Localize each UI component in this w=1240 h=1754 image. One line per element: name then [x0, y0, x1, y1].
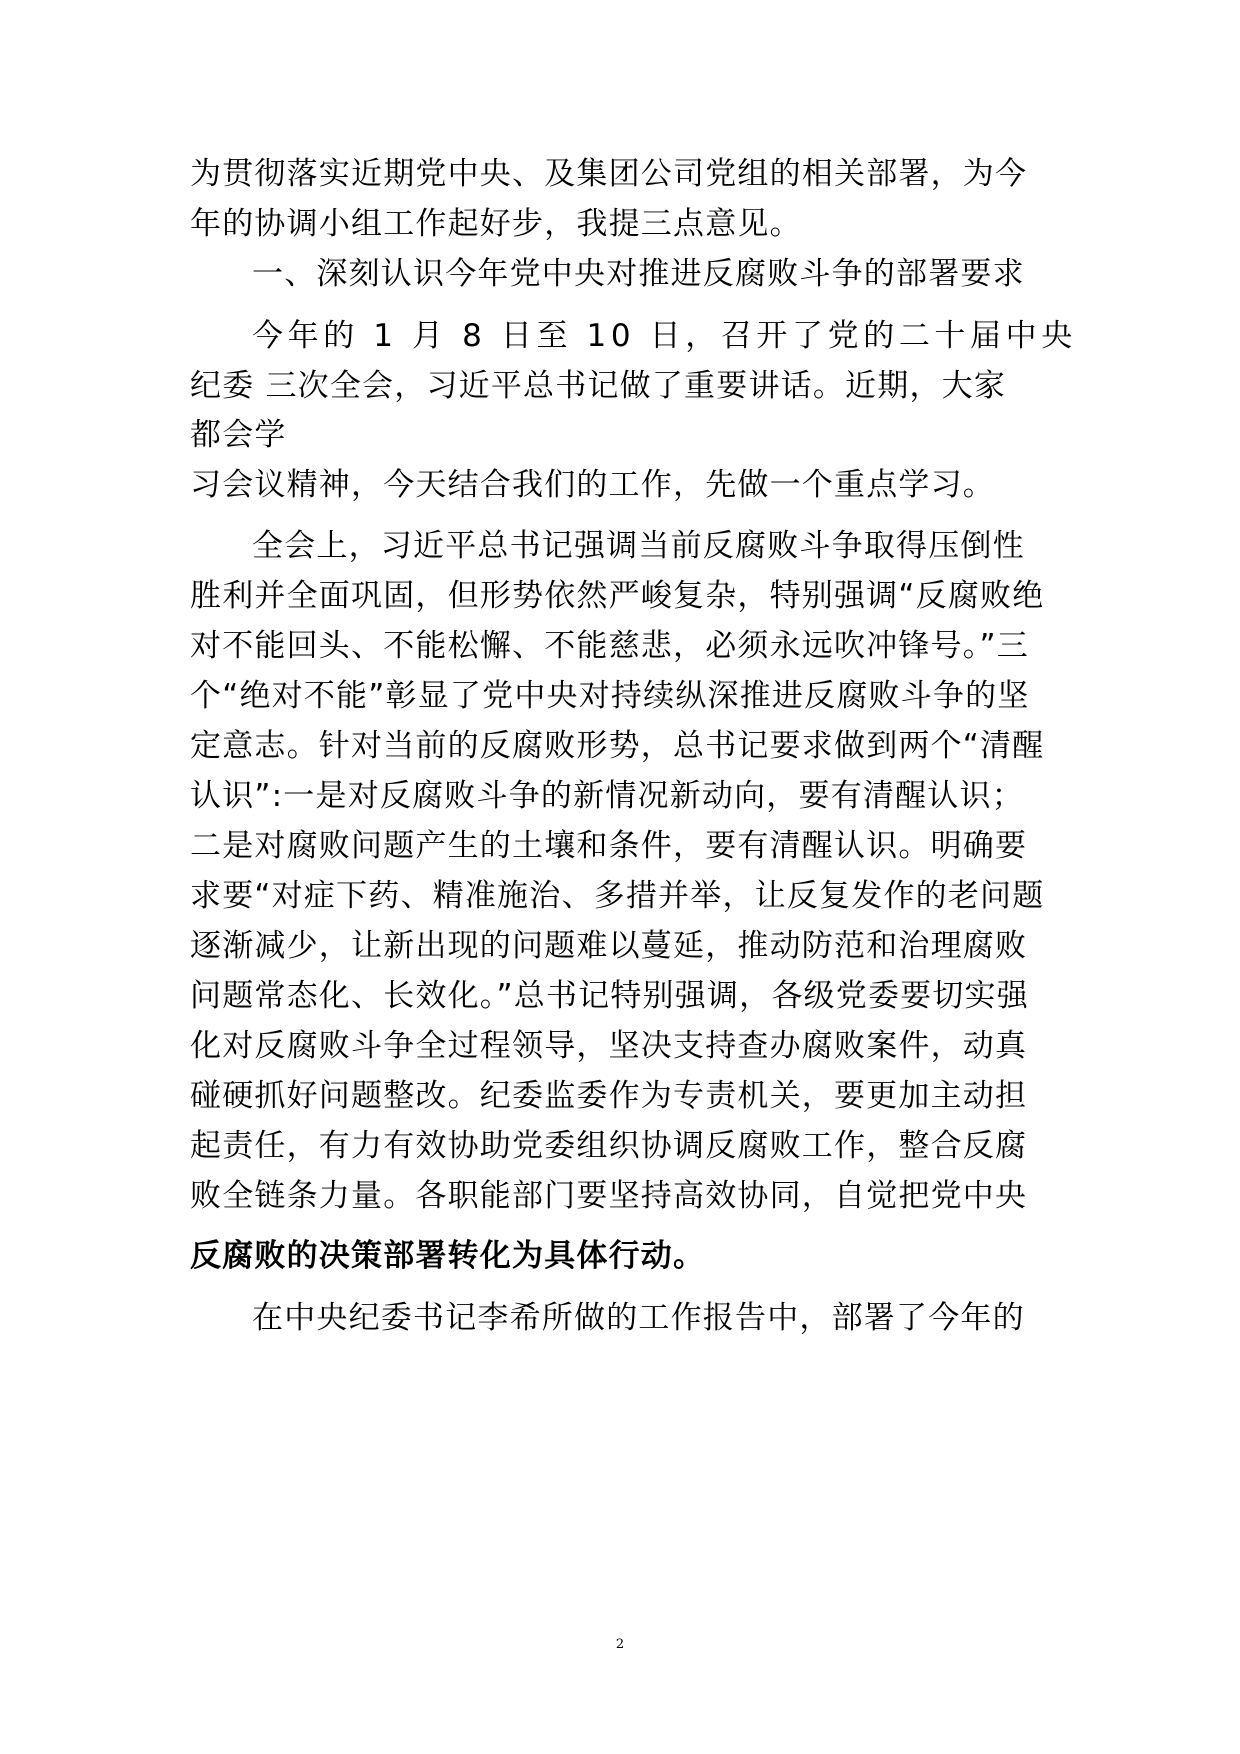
- body-text-line: 纪委 三次全会，习近平总书记做了重要讲话。近期，大家: [190, 368, 1007, 404]
- body-text-line: 化对反腐败斗争全过程领导，坚决支持查办腐败案件，动真: [190, 1028, 1028, 1064]
- body-text-line: 对不能回头、不能松懈、不能慈悲，必须永远吹冲锋号。”三: [190, 628, 1029, 664]
- page-number: 2: [615, 1637, 625, 1652]
- body-text-line: 败全链条力量。各职能部门要坚持高效协同，自觉把党中央: [190, 1178, 1028, 1214]
- body-text-line: 问题常态化、长效化。”总书记特别强调，各级党委要切实强: [190, 978, 1029, 1014]
- body-text-line: 起责任，有力有效协助党委组织协调反腐败工作，整合反腐: [190, 1128, 1028, 1164]
- body-text-line: 个“绝对不能”彰显了党中央对持续纵深推进反腐败斗争的坚: [190, 678, 1030, 714]
- body-text-line: 为贯彻落实近期党中央、及集团公司党组的相关部署，为今: [190, 156, 1028, 192]
- body-text-line: 胜利并全面巩固，但形势依然严峻复杂，特别强调“反腐败绝: [190, 578, 1045, 614]
- body-text-line: 习会议精神，今天结合我们的工作，先做一个重点学习。: [190, 467, 995, 503]
- body-text-line: 认识”:一是对反腐败斗争的新情况新动向，要有清醒认识；: [190, 778, 1024, 814]
- body-text-line: 今年的 1 月 8 日至 10 日，召开了党的二十届中央: [252, 318, 1077, 354]
- body-text-line: 在中央纪委书记李希所做的工作报告中，部署了今年的: [252, 1300, 1025, 1336]
- section-heading: 一、深刻认识今年党中央对推进反腐败斗争的部署要求: [252, 256, 1025, 292]
- body-text-line: 都会学: [190, 417, 287, 453]
- body-text-line: 年的协调小组工作起好步，我提三点意见。: [190, 206, 802, 242]
- body-text-line: 二是对腐败问题产生的土壤和条件，要有清醒认识。明确要: [190, 828, 1028, 864]
- bold-text-line: 反腐败的决策部署转化为具体行动。: [190, 1238, 706, 1274]
- body-text-line: 求要“对症下药、精准施治、多措并举，让反复发作的老问题: [190, 878, 1045, 914]
- body-text-line: 逐渐减少，让新出现的问题难以蔓延，推动防范和治理腐败: [190, 928, 1028, 964]
- body-text-line: 定意志。针对当前的反腐败形势，总书记要求做到两个“清醒: [190, 728, 1045, 764]
- body-text-line: 全会上，习近平总书记强调当前反腐败斗争取得压倒性: [252, 528, 1025, 564]
- body-text-line: 碰硬抓好问题整改。纪委监委作为专责机关，要更加主动担: [190, 1078, 1028, 1114]
